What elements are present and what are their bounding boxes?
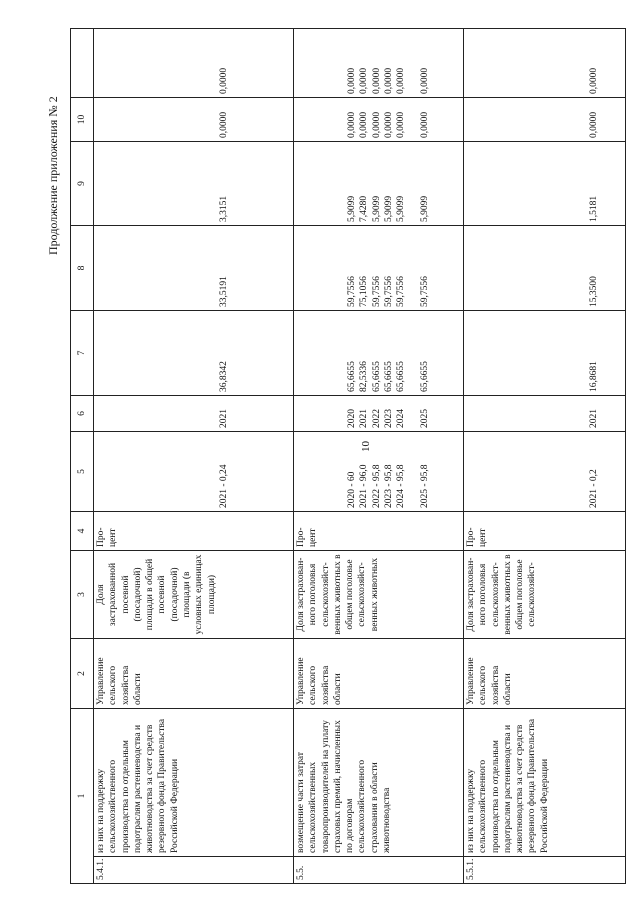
row-number: 5.5.1. (464, 857, 626, 884)
header-row (71, 29, 94, 884)
executor: Управление сельского хозяйства области (294, 639, 464, 709)
target-value: 2021 - 0,24 (94, 432, 294, 512)
indicator: Доля застрахован-ного поголовья сельскохозяйст-венных животных в общем поголовье сельскохозяйст- (464, 551, 626, 639)
total-funding: 36,8342 (94, 311, 294, 396)
unit: Про-цент (464, 512, 626, 551)
col-header-3: 3 (71, 551, 94, 639)
year: 2021 (94, 396, 294, 432)
executor: Управление сельского хозяйства области (464, 639, 626, 709)
measure-name: из них на поддержку сельскохозяйственного производства по отдельным подотраслям растениеводства и животноводства за счет средств резервного фонда Правительства Российской Федерации (94, 709, 294, 857)
target-value: 2020 - 60 2021 - 96,0 2022 - 95,8 2023 - 95,8 2024 - 95,8 2025 - 95,8 (294, 432, 464, 512)
regional-funding: 5,9099 7,4280 5,9099 5,9099 5,9099 5,9099 (294, 142, 464, 226)
other-funding: 0,0000 0,0000 0,0000 0,0000 0,0000 0,0000 (294, 29, 464, 98)
federal-funding: 59,7556 75,1056 59,7556 59,7556 59,7556 59,7556 (294, 226, 464, 311)
col-header-2: 2 (71, 639, 94, 709)
indicator: Доля застрахованной посевной (посадочной) площади в общей посевной (посадочной) площади (в условных единицах площади) (94, 551, 294, 639)
measure-name: из них на поддержку сельскохозяйственного производства по отдельным подотраслям растениеводства и животноводства за счет средств резервного фонда Правительства Российской Федерации (464, 709, 626, 857)
local-funding: 0,0000 0,0000 0,0000 0,0000 0,0000 0,0000 (294, 98, 464, 142)
col-header-7: 7 (71, 311, 94, 396)
page-number: 10 (360, 441, 372, 452)
col-header-blank (71, 29, 94, 98)
program-table (70, 28, 626, 884)
federal-funding: 33,5191 (94, 226, 294, 311)
indicator: Доля застрахован-ного поголовья сельскохозяйст-венных животных в общем поголовье сельскохозяйст-венных животных (294, 551, 464, 639)
col-header-6: 6 (71, 396, 94, 432)
measure-name: возмещение части затрат сельскохозяйственных товаропроизводителей на уплату страховых премий, начисленных по договорам сельскохозяйственного страхования в области животноводства (294, 709, 464, 857)
col-header-10: 10 (71, 98, 94, 142)
col-header-8: 8 (71, 226, 94, 311)
table-row (464, 29, 626, 884)
target-value: 2021 - 0,2 (464, 432, 626, 512)
regional-funding: 3,3151 (94, 142, 294, 226)
row-number: 5.5. (294, 857, 464, 884)
local-funding: 0,0000 (94, 98, 294, 142)
col-header-1: 1 (71, 709, 94, 884)
unit: Про-цент (94, 512, 294, 551)
executor: Управление сельского хозяйства области (94, 639, 294, 709)
rotated-page (70, 29, 622, 884)
continuation-label: Продолжение приложения № 2 (46, 96, 60, 255)
table-row (294, 29, 464, 884)
table-row (94, 29, 294, 884)
federal-funding: 15,3500 (464, 226, 626, 311)
year: 2021 (464, 396, 626, 432)
col-header-5: 5 (71, 432, 94, 512)
regional-funding: 1,5181 (464, 142, 626, 226)
unit: Про-цент (294, 512, 464, 551)
row-number: 5.4.1. (94, 857, 294, 884)
year: 2020 2021 2022 2023 2024 2025 (294, 396, 464, 432)
col-header-4: 4 (71, 512, 94, 551)
other-funding: 0,0000 (94, 29, 294, 98)
total-funding: 16,8681 (464, 311, 626, 396)
total-funding: 65,6655 82,5336 65,6655 65,6655 65,6655 65,6655 (294, 311, 464, 396)
other-funding: 0,0000 (464, 29, 626, 98)
local-funding: 0,0000 (464, 98, 626, 142)
col-header-9: 9 (71, 142, 94, 226)
